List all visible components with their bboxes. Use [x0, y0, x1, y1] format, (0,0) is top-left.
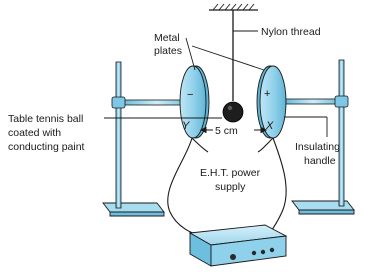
label-insulating-2: handle	[304, 155, 336, 167]
eht-power-supply	[190, 225, 286, 266]
label-eht-1: E.H.T. power	[200, 167, 261, 179]
label-metal-plates-1: Metal	[154, 32, 180, 44]
label-eht-2: supply	[215, 181, 246, 193]
right-plate-label-x: X	[266, 120, 274, 132]
label-ball-3: conducting paint	[8, 141, 85, 153]
left-stand	[103, 62, 194, 216]
supply-knob	[230, 254, 236, 260]
leader-lines	[104, 31, 327, 137]
label-insulating-1: Insulating	[295, 141, 340, 153]
right-plate-sign: +	[264, 88, 271, 100]
left-plate-sign: −	[187, 89, 194, 101]
label-metal-plates-2: plates	[154, 45, 183, 57]
label-nylon-thread: Nylon thread	[261, 26, 321, 38]
ceiling-support	[209, 4, 258, 10]
right-stand	[283, 60, 354, 214]
label-ball-1: Table tennis ball	[8, 113, 84, 125]
left-metal-plate	[180, 66, 209, 138]
supply-terminal-2	[261, 250, 265, 254]
left-plate-label-y: Y	[182, 120, 190, 132]
supply-terminal-3	[270, 248, 274, 252]
table-tennis-ball	[223, 102, 243, 122]
distance-label: 5 cm	[215, 125, 238, 137]
supply-terminal-1	[252, 251, 256, 255]
ball-highlight	[228, 106, 232, 110]
label-ball-2: coated with	[8, 127, 62, 139]
